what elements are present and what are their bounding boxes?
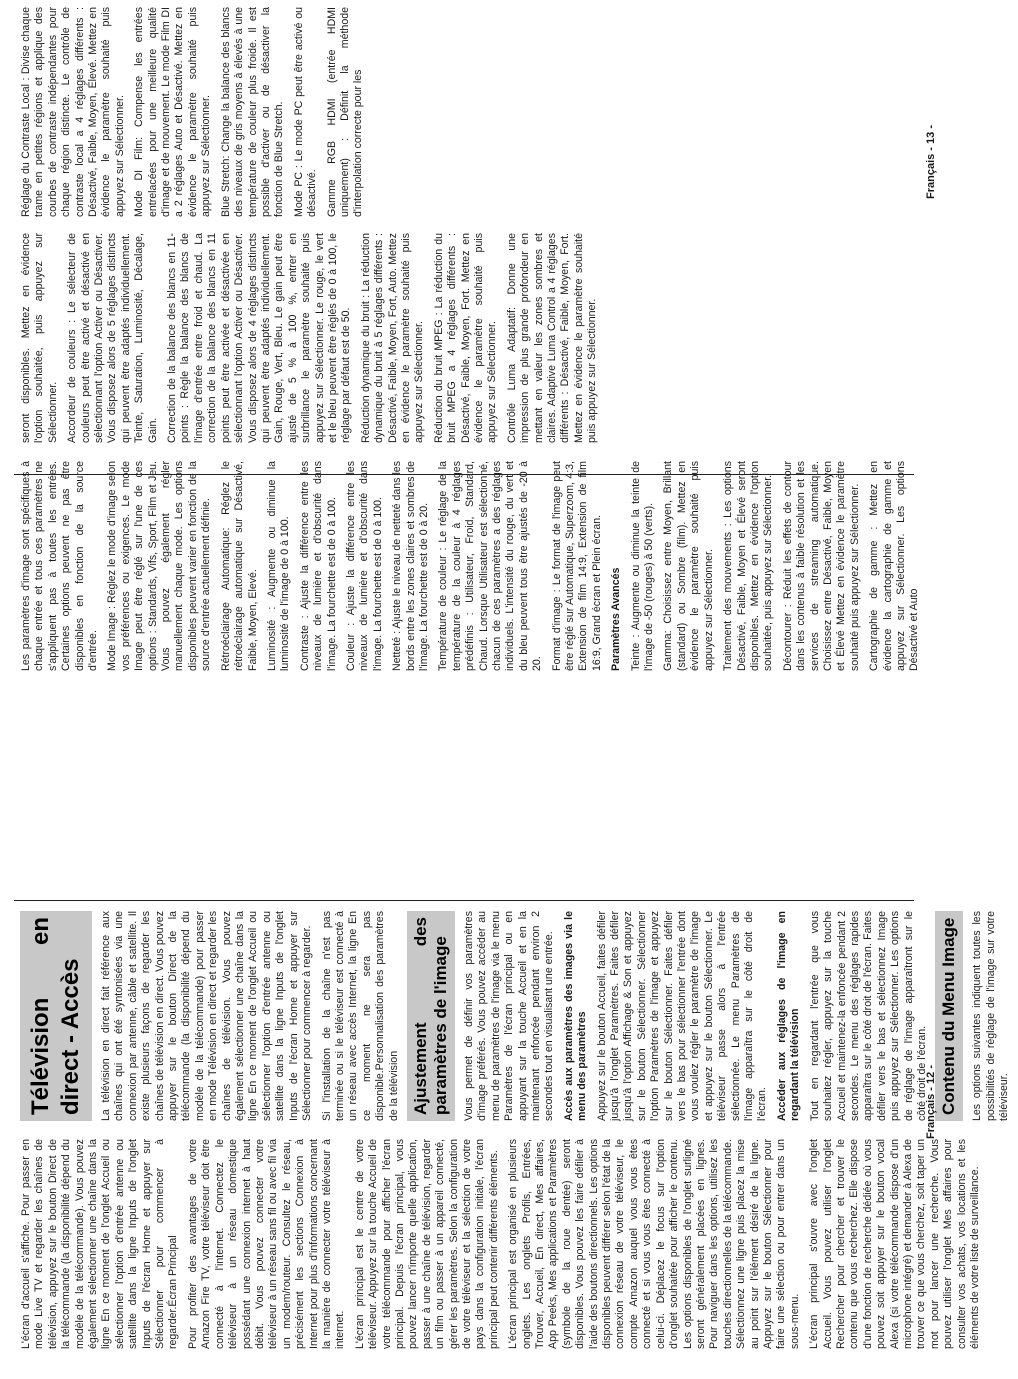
subheading: Accès aux paramètres des images via le menu des paramètres — [562, 911, 589, 1121]
section-title-live-tv: Télévision en direct - Accès — [20, 911, 92, 1121]
paragraph: Pour profiter des avantages de votre Amazon Fire TV, votre téléviseur doit être connecté à l'internet. Connectez le téléviseur à un réseau domestique possédant une connexion internet à haut débit. Vous pouvez connecter votre téléviseur à un réseau sans fil ou avec fil via un modem/routeur. Consultez le réseau, précisément les sections Connexion à Internet pour plus d'informations concernant la manière de connecter votre téléviseur à internet. — [186, 1139, 347, 1349]
paragraph: Accordeur de couleurs : Le sélecteur de couleurs peut être activé et désactivé en sélectionnant l'option Activer ou Désactiver. Vous disposez alors de 5 réglages distincts qui peuvent être adaptés individuellement. Teinte, Saturation, Luminosité, Décalage, Gain. — [66, 233, 159, 443]
paragraph: Rétroéclairage Automatique: Réglez le rétroéclairage automatique sur Désactivé, Faible, Moyen, Elevé. — [219, 461, 259, 671]
paragraph: Blue Stretch: Change la balance des blancs des niveaux de gris moyens à élevés à une température de couleur plus froide. Il est possible d'activer ou de désactiver la fonction de Blue Stretch. — [219, 7, 286, 217]
page-number-12: Français - 12 - — [925, 1065, 937, 1139]
paragraph: Les options suivantes indiquent toutes les possibilités de réglage de l'image sur votre téléviseur. — [971, 911, 1011, 1121]
paragraph: seront disponibles. Mettez en évidence l'option souhaitée, puis appuyez sur Sélectionner. — [20, 233, 59, 443]
section-title-picture-settings: Ajustement des paramètres de l'image — [407, 911, 455, 1121]
paragraph: L'écran principal est organisé en plusieurs onglets. Les onglets Profils, Entrées, Trouver, Accueil, En direct, Mes affaires, App Peeks, Mes applications et Paramètres (symbole de la roue dentée) seront disponibles. Vous pouvez les faire défiler à l'aide des boutons directionnels. Les options disponibles peuvent différer selon l'état de la connexion réseau de votre téléviseur, le compte Amazon auquel vous vous êtes connecté et si vous vous êtes connecté à celui-ci. Déplacez le focus sur l'option d'onglet souhaitée pour afficher le contenu. Les options disponibles de l'onglet surligné seront généralement placées en lignes. Pour naviguer dans les options, utilisez les touches directionnelles de la télécommande. Sélectionnez une ligne puis placez la mise au point sur l'élément désiré de la ligne. Appuyez sur le bouton Sélectionner pour faire une sélection ou pour entrer dans un sous-menu. — [507, 1139, 801, 1349]
column-divider — [14, 474, 914, 475]
column-divider — [14, 900, 914, 901]
subheading: Accéder aux réglages de l'image en regardant la télévision — [775, 911, 802, 1121]
paragraph: La télévision en direct fait référence aux chaînes qui ont été syntonisées via une connexion par antenne, câble et satellite. Il existe plusieurs façons de regarder les chaînes de télévision en direct. Vous pouvez appuyer sur le bouton Direct de la télécommande (la disponibilité dépend du modèle de la télécommande) pour passer en mode Télévision en direct et regarder les chaînes de télévision. Vous pouvez également sélectionner une chaîne dans la ligne En ce moment de l'onglet Accueil ou sélectionner l'option d'entrée antenne ou satellite dans la ligne Inputs de l'onglet Inputs de l'écran Home et appuyer sur Sélectionner pour commencer à regarder. — [100, 911, 314, 1121]
paragraph: Mode DI Film: Compense les entrées entrelacées pour une meilleure qualité d'image et de mouvement. Le mode Film DI a 2 réglages Auto et Désactivé. Mettez en évidence le paramètre souhaité puis appuyez sur Sélectionner. — [133, 7, 213, 217]
paragraph: Format d'image : Le format de l'image peut être réglé sur Automatique, Superzoom, 4:3, Extension de film 14:9, Extension de film 16:9, Grand écran et Plein écran. — [550, 461, 603, 671]
paragraph: Cartographie de gamme : Mettez en évidence la cartographie de gamme et appuyez sur Sélectionner. Les options Désactivé et Auto — [868, 461, 921, 671]
paragraph: Appuyez sur le bouton Accueil, faites défiler jusqu'à l'onglet Paramètres. Faites défiler jusqu'à l'option Affichage & Son et appuyez sur le bouton Sélectionner. Sélectionner l'option Paramètres de l'image et appuyez sur le bouton Sélectionner. Faites défiler vers le bas pour sélectionner l'entrée dont vous voulez régler le paramètre de l'image et appuyez sur le bouton Sélectionner. Le téléviseur passe alors à l'entrée sélectionnée. Le menu Paramètres de l'image apparaîtra sur le côté droit de l'écran. — [595, 911, 769, 1121]
page-12-column-2 — [20, 911, 1018, 1121]
paragraph: Correction de la balance des blancs en 11-points : Règle la balance des blancs de l'image d'entrée entre froid et chaud. La correction de la balance des blancs en 11 points peut être activée et désactivée en sélectionnant l'option Activer ou Désactiver. Vous disposez alors de 4 réglages distincts qui peuvent être adaptés individuellement. Gain, Rouge, Vert, Bleu. Le gain peut être ajusté de 5 % à 100 %, entrer en surbrillance le paramètre souhaité puis appuyez sur Sélectionner. Le rouge, le vert et le bleu peuvent être réglés de 0 à 100, le réglage par défaut est de 50. — [166, 233, 353, 443]
paragraph: Gamma: Choisissez entre Moyen, Brillant (standard) ou Sombre (film). Mettez en évidence le paramètre souhaité puis appuyez sur Sélectionner. — [662, 461, 715, 671]
paragraph: Décontourer : Réduit les effets de contour dans les contenus à faible résolution et les services de streaming automatique. Choisissez entre Désactivé, Faible, Moyen et Élevé Mettez en évidence le paramètre souhaité puis appuyez sur Sélectionner. — [781, 461, 861, 671]
paragraph: Réduction du bruit MPEG : La réduction du bruit MPEG a 4 réglages différents : Désactivé, Faible, Moyen, Fort. Mettez en évidence le paramètre souhaité puis appuyez sur Sélectionner. — [432, 233, 499, 443]
paragraph: Couleur : Ajuste la différence entre les niveaux de lumière et d'obscurité dans l'image. La fourchette est de 0 à 100. — [344, 461, 384, 671]
paragraph: Contraste : Ajuste la différence entre les niveaux de lumière et d'obscurité dans l'image. La fourchette est de 0 à 100. — [298, 461, 338, 671]
paragraph: Tout en regardant l'entrée que vous souhaitez régler, appuyez sur la touche Accueil et maintenez-la enfoncée pendant 2 secondes. Le menu des réglages rapides apparaîtra sur le côté droit de l'écran. Faites défiler vers le bas et sélectionnez Image puis appuyez sur Sélectionner. Les options de réglage de l'image apparaîtront sur le côté droit de l'écran. — [808, 911, 928, 1121]
subheading-advanced-settings: Paramètres Avancés — [610, 567, 623, 671]
page-12-column-1 — [20, 1139, 988, 1349]
paragraph: Luminosité : Augmente ou diminue la luminosité de l'image de 0 à 100. — [265, 461, 292, 671]
paragraph: Les paramètres d'image sont spécifiques à chaque entrée et tous ces paramètres ne s'appliquent pas à toutes les entrées. Certaines options peuvent ne pas être disponibles en fonction de la source d'entrée. — [20, 461, 100, 671]
paragraph: Contrôle Luma Adaptatif: Donne une impression de plus grande profondeur en mettant en valeur les zones sombres et claires. Adaptive Luma Control a 4 réglages différents : Désactivé, Faible, Moyen, Fort. Mettez en évidence le paramètre souhaité puis appuyez sur Sélectionner. — [505, 233, 599, 443]
paragraph: Température de couleur : Le réglage de la température de la couleur à 4 réglages prédéfinis : Utilisateur, Froid, Standard, Chaud. Lorsque Utilisateur est sélectionné, chacun de ces paramètres a des réglages individuels. L'intensité du rouge, du vert et du bleu peuvent tous être ajustés de -20 à 20. — [437, 461, 544, 671]
paragraph: L'écran principal est le centre de votre téléviseur. Appuyez sur la touche Accueil de votre télécommande pour afficher l'écran principal. Depuis l'écran principal, vous pouvez lancer n'importe quelle application, passer à une chaîne de télévision, regarder un film ou passer à un appareil connecté, gérer les paramètres. Selon la configuration de votre téléviseur et la sélection de votre pays dans la configuration initiale, l'écran principal peut contenir différents éléments. — [353, 1139, 500, 1349]
paragraph: Réglage du Contraste Local : Divise chaque trame en petites régions et applique des courbes de contraste indépendantes pour chaque région distincte. Le contrôle de contraste local a 4 réglages différents : Désactivé, Faible, Moyen, Élevé. Mettez en évidence le paramètre souhaité puis appuyez sur Sélectionner. — [20, 7, 126, 217]
paragraph: Mode PC : Le mode PC peut être activé ou désactivé. — [292, 7, 319, 217]
paragraph: Traitement des mouvements : Les options Désactivé, Faible, Moyen et Élevé seront disponibles. Mettez en évidence l'option souhaitée, puis appuyez sur Sélectionner. — [722, 461, 775, 671]
paragraph: Netteté : Ajuste le niveau de netteté dans les bords entre les zones claires et sombres de l'image. La fourchette est de 0 à 20. — [391, 461, 430, 671]
section-title-picture-menu: Contenu du Menu Image — [935, 911, 963, 1121]
paragraph: Vous permet de définir vos paramètres d'image préférés. Vous pouvez accéder au menu de paramètres de l'image via le menu Paramètres de l'écran principal ou en appuyant sur la touche Accueil et en la maintenant enfoncée pendant environ 2 secondes tout en visualisant une entrée. — [462, 911, 556, 1121]
page-13-column-3 — [20, 7, 372, 217]
paragraph: Teinte : Augmente ou diminue la teinte de l'image de -50 (rouges) à 50 (verts). — [629, 461, 656, 671]
paragraph: Mode Image : Réglez le mode d'image selon vos préférences ou exigences. Le mode Image peut être réglé sur l'une de ces options : Standards, Vifs, Sport, Film et Jeu. Vous pouvez également régler manuellement chaque mode. Les options disponibles peuvent varier en fonction de la source d'entrée actuellement définie. — [106, 461, 213, 671]
page-number-13: Français - 13 - — [925, 125, 937, 199]
paragraph: L'écran principal s'ouvre avec l'onglet Accueil. Vous pouvez utiliser l'onglet Rechercher pour chercher et trouver le contenu que vous recherchez. Elle dispose d'une fonction de recherche dédiée où vous pouvez soit appuyer sur le bouton vocal Alexa (si votre télécommande dispose d'un microphone intégré) et demander à Alexa de trouver ce que vous cherchez, soit taper un mot pour lancer une recherche. Vous pouvez utiliser l'onglet Mes affaires pour consulter vos achats, vos locations et les éléments de votre liste de surveillance. — [808, 1139, 982, 1349]
paragraph: Si l'installation de la chaîne n'est pas terminée ou si le téléviseur est connecté à un réseau avec accès Internet, la ligne En ce moment ne sera pas disponible.Personnalisation des paramètres de la télévision — [320, 911, 400, 1121]
paragraph: Gamme RGB HDMI (entrée HDMI uniquement) : Définit la méthode d'interpolation correcte pour les — [325, 7, 365, 217]
paragraph: L'écran d'accueil s'affiche. Pour passer en mode Live TV et regarder les chaînes de télévision, appuyez sur le bouton Direct de la télécommande (la disponibilité dépend du modèle de la télécommande). Vous pouvez également sélectionner une chaîne dans la ligne En ce moment de l'onglet Accueil ou sélectionner l'option d'entrée antenne ou satellite dans la ligne Inputs de l'onglet Inputs de l'écran Home et appuyer sur Sélectionner pour commencer à regarder.Écran Principal — [20, 1139, 180, 1349]
page-13-column-1 — [20, 461, 928, 671]
page-13-column-2 — [20, 233, 606, 443]
paragraph: Réduction dynamique du bruit : La réduction dynamique du bruit à 5 réglages différents : Désactivé, Faible, Moyen, Fort, Auto. Mettez en évidence le paramètre souhaité puis appuyez sur Sélectionner. — [359, 233, 426, 443]
